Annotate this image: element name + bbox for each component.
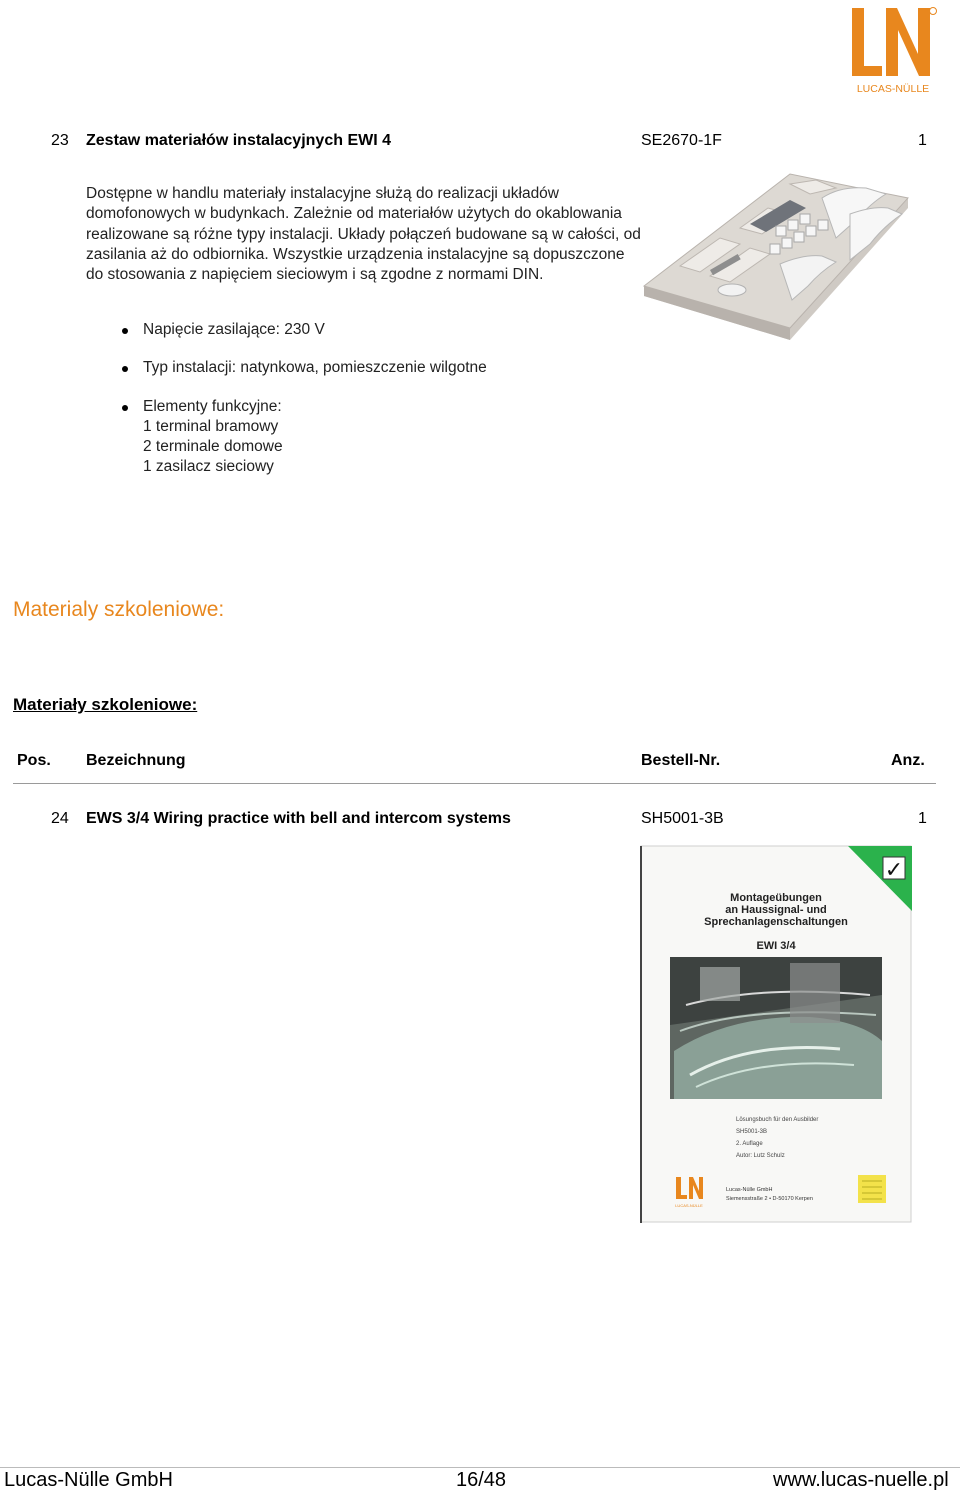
feature-text: Elementy funkcyjne:: [143, 397, 282, 415]
feature-subitem: 1 terminal bramowy: [143, 417, 279, 435]
logo-text: LUCAS-NÜLLE: [856, 83, 930, 95]
feature-subitem: 2 terminale domowe: [143, 438, 283, 456]
item-name: Zestaw materiałów instalacyjnych EWI 4: [86, 132, 391, 149]
item-position: 24: [51, 810, 69, 827]
cover-photo: [670, 957, 882, 1099]
cover-publisher-line: Lucas-Nülle GmbH: [726, 1187, 773, 1193]
footer-company: Lucas-Nülle GmbH: [4, 1469, 173, 1491]
column-header-pos: Pos.: [17, 752, 51, 769]
item-description: Dostępne w handlu materiały instalacyjne służą do realizacji układów domofonowych w budynkach. Zależnie od materiałów użytych do okablowania realizowane są różne typy instalacji. Układy połączeń budowane są w całości, od zasilania aż do odbiornika. Wszystkie urządzenia instalacyjne są dopuszczone do stosowania z napięciem sieciowym i są zgodne z normami DIN.: [86, 185, 641, 284]
cover-publisher-line: Siemensstraße 2 • D-50170 Kerpen: [726, 1196, 813, 1202]
column-header-name: Bezeichnung: [86, 752, 186, 769]
check-mark-icon: ✓: [884, 858, 904, 883]
column-header-order-number: Bestell-Nr.: [641, 752, 721, 769]
item-quantity: 1: [918, 810, 927, 827]
cover-info-line: Lösungsbuch für den Ausbilder: [736, 1117, 819, 1123]
feature-text: Typ instalacji: natynkowa, pomieszczenie wilgotne: [143, 359, 487, 377]
cover-title-line: Montageübungen: [730, 892, 822, 904]
item-name: EWS 3/4 Wiring practice with bell and intercom systems: [86, 810, 511, 827]
item-order-number: SE2670-1F: [641, 132, 722, 149]
item-quantity: 1: [918, 132, 927, 149]
cover-title-line: Sprechanlagenschaltungen: [704, 916, 848, 928]
cover-info-line: SH5001-3B: [736, 1129, 768, 1135]
book-cover-image: [640, 845, 912, 1223]
column-header-quantity: Anz.: [891, 752, 925, 769]
item-order-number: SH5001-3B: [641, 810, 724, 827]
feature-item: [122, 397, 642, 478]
cover-info-line: Autor: Lutz Schulz: [736, 1153, 785, 1159]
feature-item: [122, 358, 642, 378]
header-divider: [13, 783, 936, 784]
item-position: 23: [51, 132, 69, 149]
section-subtitle: Materiały szkoleniowe:: [13, 695, 198, 714]
lucas-nuelle-logo: [846, 4, 940, 96]
product-image-installation-kit: [640, 168, 912, 340]
cover-info-line: 2. Auflage: [736, 1141, 763, 1147]
footer-page-number: 16/48: [456, 1469, 507, 1491]
footer-divider: [0, 1467, 960, 1468]
feature-text: Napięcie zasilające: 230 V: [143, 321, 325, 338]
feature-list: [122, 320, 642, 496]
footer-website-link[interactable]: www.lucas-nuelle.pl: [773, 1469, 949, 1491]
cover-logo-text: LUCAS-NÜLLE: [675, 1203, 703, 1208]
feature-item: [122, 320, 642, 340]
cover-series: EWI 3/4: [756, 940, 796, 952]
section-title: Materialy szkoleniowe:: [13, 598, 225, 621]
feature-subitem: 1 zasilacz sieciowy: [143, 458, 274, 476]
cover-title-line: an Haussignal- und: [725, 904, 827, 916]
